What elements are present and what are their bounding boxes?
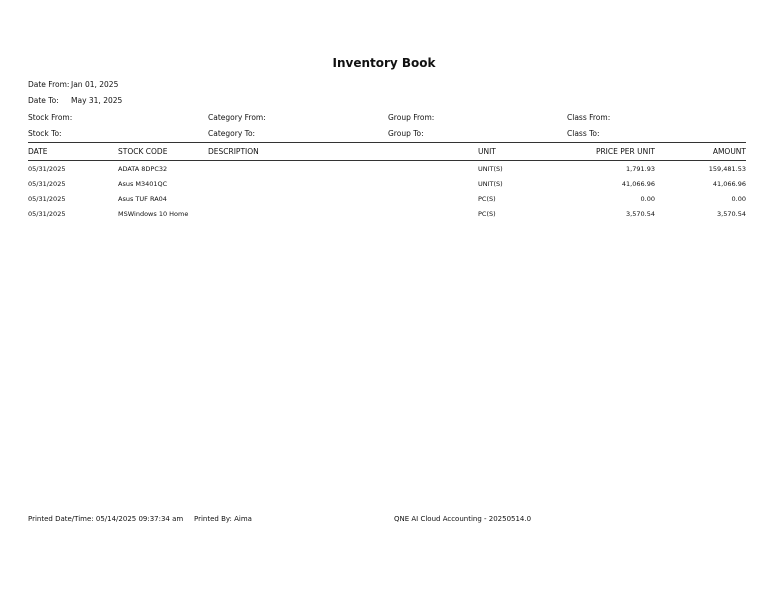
col-amount-header: AMOUNT bbox=[712, 147, 746, 156]
date-to-label: Date To: bbox=[28, 96, 59, 105]
filter-row-from bbox=[28, 113, 746, 125]
date-from-line bbox=[28, 80, 118, 89]
cell-amount: 0.00 bbox=[731, 195, 746, 203]
cell-price: 3,570.54 bbox=[626, 210, 655, 218]
date-to-line bbox=[28, 96, 122, 105]
stock-from-label: Stock From: bbox=[28, 113, 73, 122]
cell-stock-code: ADATA 8DPC32 bbox=[118, 165, 168, 173]
group-to-label: Group To: bbox=[388, 129, 424, 138]
filter-row-to bbox=[28, 129, 746, 141]
cell-amount: 3,570.54 bbox=[717, 210, 746, 218]
stock-to-label: Stock To: bbox=[28, 129, 62, 138]
cell-price: 41,066.96 bbox=[621, 180, 655, 188]
report-title: Inventory Book bbox=[332, 56, 436, 70]
cell-stock-code: Asus TUF RA04 bbox=[118, 195, 167, 203]
cell-price: 1,791.93 bbox=[626, 165, 655, 173]
cell-amount: 159,481.53 bbox=[708, 165, 746, 173]
software-version: QNE AI Cloud Accounting - 20250514.0 bbox=[394, 515, 532, 523]
cell-unit: UNIT(S) bbox=[478, 165, 503, 173]
table-row bbox=[28, 191, 746, 206]
class-from-label: Class From: bbox=[567, 113, 611, 122]
inventory-table bbox=[28, 142, 746, 221]
col-date-header: DATE bbox=[28, 147, 48, 156]
table-header bbox=[28, 142, 746, 161]
cell-unit: UNIT(S) bbox=[478, 180, 503, 188]
cell-stock-code: MSWindows 10 Home bbox=[118, 210, 189, 218]
group-from-label: Group From: bbox=[388, 113, 435, 122]
cell-date: 05/31/2025 bbox=[28, 180, 66, 188]
date-from-label: Date From: bbox=[28, 80, 70, 89]
cell-amount: 41,066.96 bbox=[712, 180, 746, 188]
date-to-value: May 31, 2025 bbox=[71, 96, 123, 105]
cell-unit: PC(S) bbox=[478, 195, 496, 203]
category-from-label: Category From: bbox=[208, 113, 266, 122]
category-to-label: Category To: bbox=[208, 129, 256, 138]
printed-datetime: Printed Date/Time: 05/14/2025 09:37:34 am bbox=[28, 515, 184, 523]
table-body bbox=[28, 161, 746, 221]
class-to-label: Class To: bbox=[567, 129, 600, 138]
printed-by: Printed By: Aima bbox=[194, 515, 252, 523]
col-price-header: PRICE PER UNIT bbox=[595, 147, 655, 156]
col-stock-code-header: STOCK CODE bbox=[118, 147, 168, 156]
cell-price: 0.00 bbox=[640, 195, 655, 203]
col-description-header: DESCRIPTION bbox=[208, 147, 259, 156]
cell-unit: PC(S) bbox=[478, 210, 496, 218]
col-unit-header: UNIT bbox=[478, 147, 496, 156]
cell-date: 05/31/2025 bbox=[28, 195, 66, 203]
cell-date: 05/31/2025 bbox=[28, 210, 66, 218]
table-row bbox=[28, 206, 746, 221]
table-row bbox=[28, 161, 746, 176]
cell-stock-code: Asus M3401QC bbox=[118, 180, 168, 188]
date-from-value: Jan 01, 2025 bbox=[71, 80, 119, 89]
cell-date: 05/31/2025 bbox=[28, 165, 66, 173]
table-row bbox=[28, 176, 746, 191]
